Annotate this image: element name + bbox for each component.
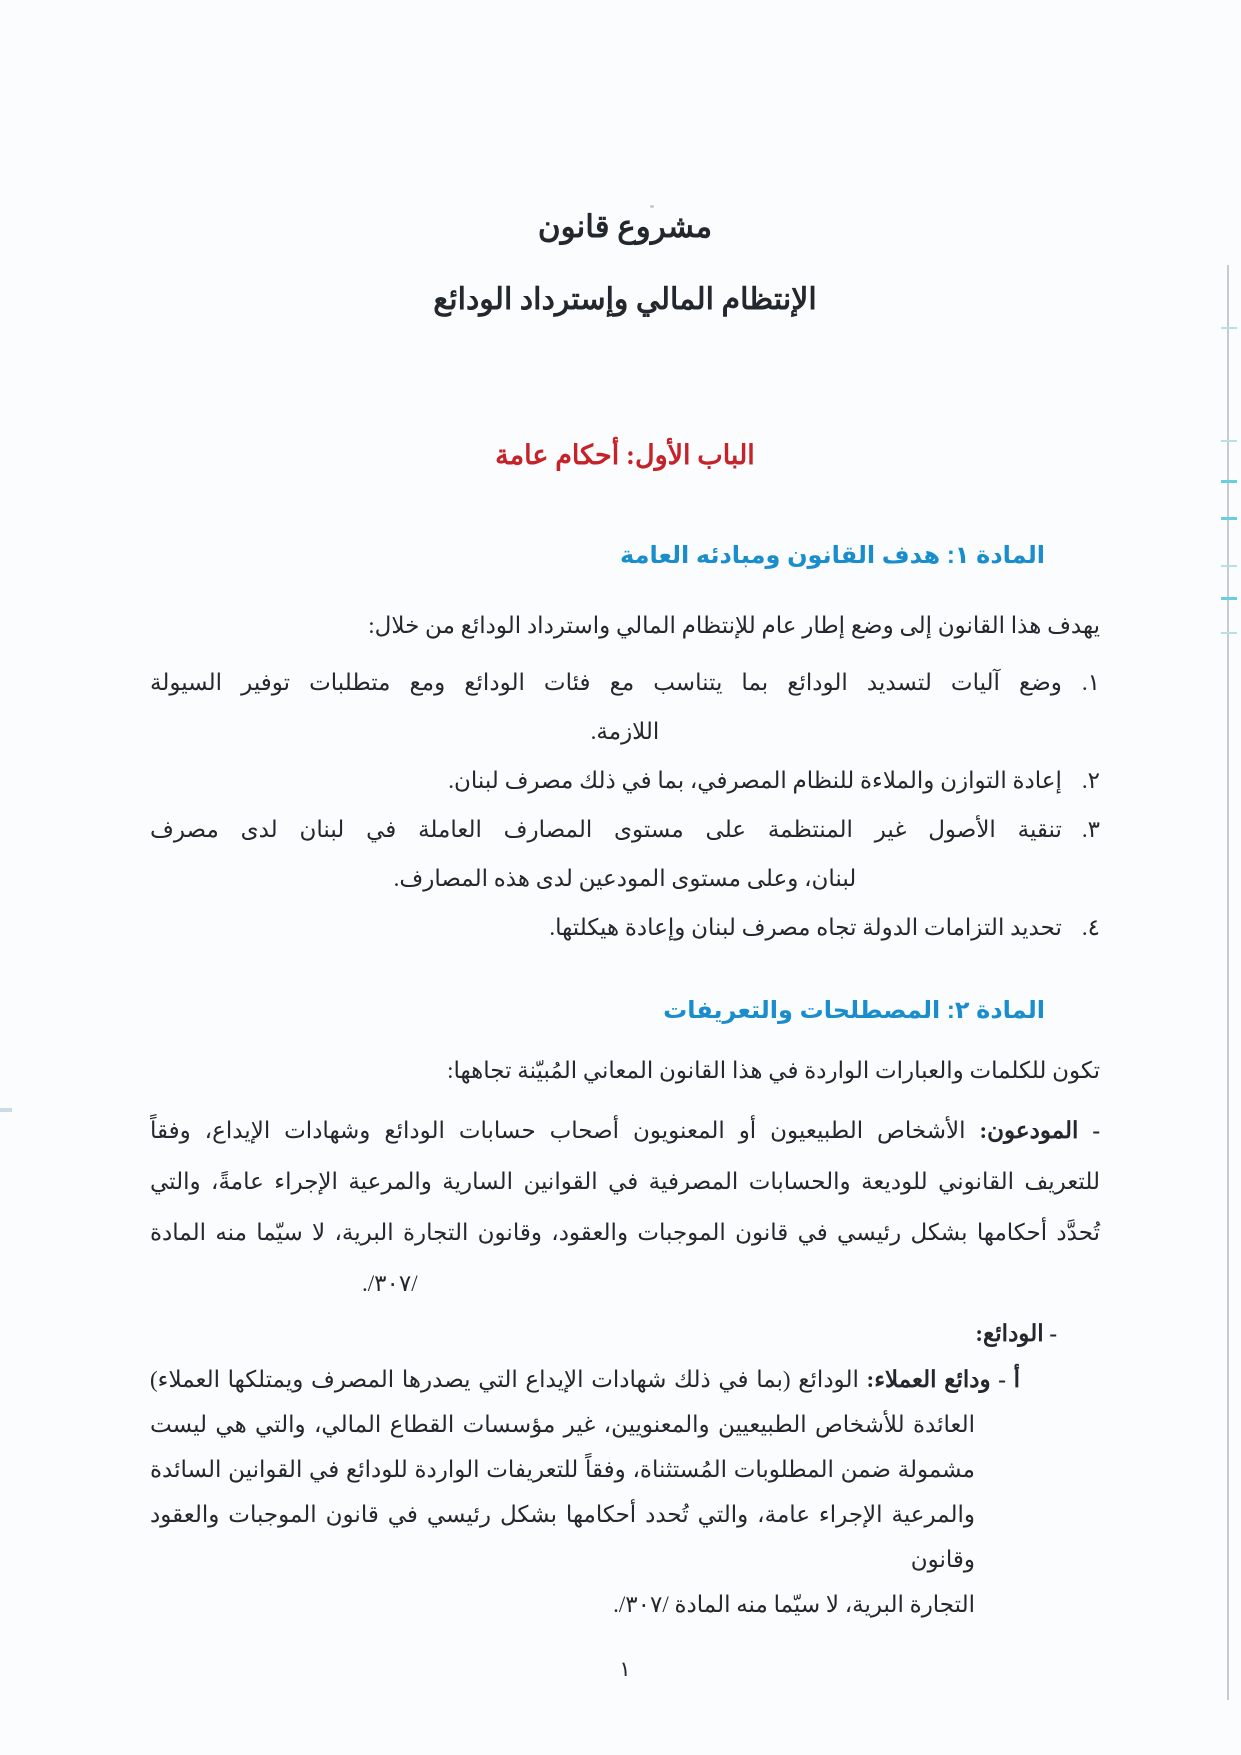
document-title: مشروع قانون (537, 209, 713, 244)
list-item (150, 805, 1100, 903)
scan-edge-tick (1221, 327, 1237, 329)
definition-text: للتعريف القانوني للوديعة والحسابات المصرفية في القوانين السارية والمرعية الإجراء عامةً، والتي (150, 1169, 1100, 1194)
scan-speck-left (0, 1108, 12, 1112)
list-item-text: تحديد التزامات الدولة تجاه مصرف لبنان وإعادة هيكلتها. (549, 915, 1062, 940)
article2-intro: تكون للكلمات والعبارات الواردة في هذا القانون المعاني المُبيّنة تجاهها: (447, 1058, 1100, 1083)
scan-edge-tick (1221, 517, 1237, 520)
scan-edge-tick (1221, 480, 1237, 483)
definition-text: /٣٠٧/. (362, 1271, 418, 1296)
list-item-number: ٣. (1081, 817, 1100, 842)
definition-text: العائدة للأشخاص الطبيعيين والمعنويين، غير مؤسسات القطاع المالي، والتي هي ليست (150, 1412, 975, 1437)
scan-edge-tick (1221, 597, 1237, 600)
list-item (150, 903, 1100, 952)
definition-text: الأشخاص الطبيعيون أو المعنويون أصحاب حسابات الودائع وشهادات الإيداع، وفقاً (150, 1118, 966, 1143)
article1-list (150, 658, 1100, 952)
definition-depositors (150, 1105, 1100, 1309)
definition-text: مشمولة ضمن المطلوبات المُستثناة، وفقاً للتعريفات الواردة للودائع في القوانين السائدة (150, 1457, 975, 1482)
definition-deposits-term: - الودائع: (975, 1321, 1057, 1346)
chapter-heading: الباب الأول: أحكام عامة (495, 440, 755, 470)
list-item-text: لبنان، وعلى مستوى المودعين لدى هذه المصارف. (393, 866, 857, 891)
page-number: ١ (619, 1657, 631, 1681)
scan-speck (650, 205, 654, 208)
list-item (150, 658, 1100, 756)
list-item-text: إعادة التوازن والملاءة للنظام المصرفي، بما في ذلك مصرف لبنان. (448, 768, 1062, 793)
definition-text: التجارة البرية، لا سيّما منه المادة /٣٠٧/. (613, 1592, 975, 1617)
article1-heading: المادة ١: هدف القانون ومبادئه العامة (620, 542, 1045, 569)
article1-intro: يهدف هذا القانون إلى وضع إطار عام للإنتظام المالي واسترداد الودائع من خلال: (368, 613, 1100, 638)
document-subtitle: الإنتظام المالي وإسترداد الودائع (433, 283, 817, 316)
list-item-number: ٢. (1081, 768, 1100, 793)
definition-term: أ - ودائع العملاء: (866, 1367, 1021, 1392)
scan-edge-tick (1221, 440, 1237, 442)
list-item-text: تنقية الأصول غير المنتظمة على مستوى المصارف العاملة في لبنان لدى مصرف (150, 817, 1062, 842)
list-item (150, 756, 1100, 805)
scan-edge-tick (1221, 632, 1237, 634)
list-item-text: اللازمة. (590, 719, 660, 744)
definition-text: تُحدَّد أحكامها بشكل رئيسي في قانون الموجبات والعقود، وقانون التجارة البرية، لا سيّما منه المادة (150, 1220, 1100, 1245)
scan-edge-tick (1221, 565, 1237, 567)
definition-text: والمرعية الإجراء عامة، والتي تُحدد أحكامها بشكل رئيسي في قانون الموجبات والعقود وقانون (150, 1502, 975, 1572)
article2-heading: المادة ٢: المصطلحات والتعريفات (663, 997, 1045, 1024)
definition-client-deposits (150, 1357, 1100, 1627)
list-item-number: ٤. (1081, 915, 1100, 940)
definition-term: - المودعون: (979, 1118, 1101, 1143)
definition-text: الودائع (بما في ذلك شهادات الإيداع التي يصدرها المصرف ويمتلكها العملاء) (150, 1367, 859, 1392)
list-item-text: وضع آليات لتسديد الودائع بما يتناسب مع فئات الودائع ومع متطلبات توفير السيولة (150, 670, 1062, 695)
list-item-number: ١. (1081, 670, 1100, 695)
